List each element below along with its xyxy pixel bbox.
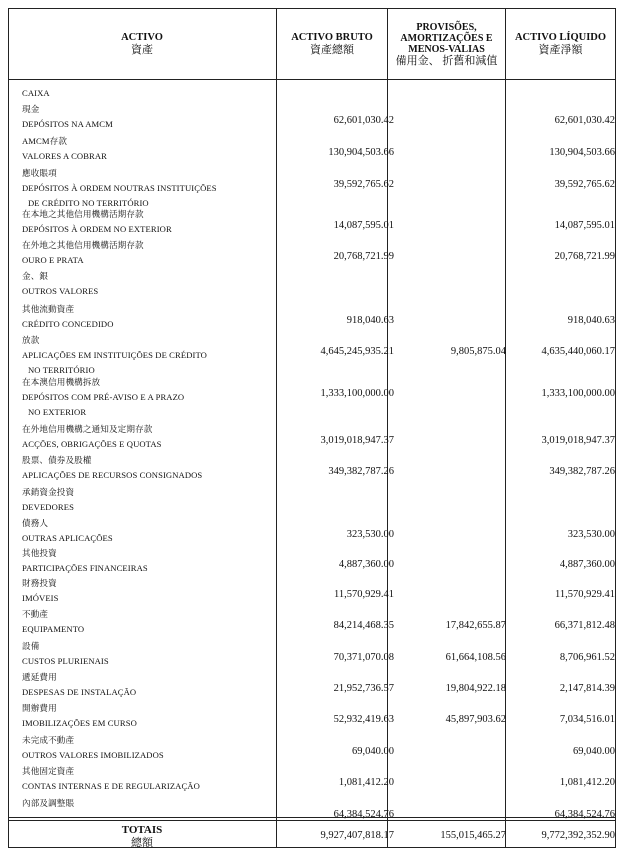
row-label: CONTAS INTERNAS E DE REGULARIZAÇÃO bbox=[22, 781, 200, 791]
activo-bruto-value: 64,384,524.76 bbox=[333, 809, 394, 820]
activo-liquido-value: 64,384,524.76 bbox=[554, 809, 615, 820]
row-label: 設備 bbox=[22, 641, 40, 651]
header-activo-bruto bbox=[277, 9, 387, 79]
activo-bruto-value: 130,904,503.66 bbox=[328, 147, 394, 158]
activo-bruto-value: 11,570,929.41 bbox=[334, 589, 394, 600]
row-label: OUTROS VALORES bbox=[22, 286, 99, 296]
row-label: 其他固定資產 bbox=[22, 766, 75, 776]
activo-bruto-value: 4,887,360.00 bbox=[338, 559, 394, 570]
row-label: OUTROS VALORES IMOBILIZADOS bbox=[22, 750, 164, 760]
activo-liquido-value: 323,530.00 bbox=[567, 529, 615, 540]
header-activo bbox=[8, 9, 276, 79]
row-label: 在本地之其他信用機構活期存款 bbox=[22, 209, 144, 219]
activo-liquido-value: 349,382,787.26 bbox=[549, 466, 615, 477]
row-label: NO EXTERIOR bbox=[28, 407, 87, 417]
activo-bruto-value: 39,592,765.62 bbox=[333, 179, 394, 190]
row-label: 金、銀 bbox=[22, 271, 49, 281]
activo-bruto-value: 323,530.00 bbox=[346, 529, 394, 540]
row-label: DEPÓSITOS NA AMCM bbox=[22, 119, 113, 129]
column-divider bbox=[276, 8, 277, 848]
row-label: DE CRÉDITO NO TERRITÓRIO bbox=[28, 198, 149, 208]
row-label: 不動產 bbox=[22, 609, 49, 619]
provisoes-value: 9,805,875.04 bbox=[450, 346, 506, 357]
activo-bruto-value: 1,333,100,000.00 bbox=[320, 388, 394, 399]
header-activo-pt: ACTIVO bbox=[121, 32, 163, 43]
provisoes-value: 19,804,922.18 bbox=[445, 683, 506, 694]
row-label: CUSTOS PLURIENAIS bbox=[22, 656, 109, 666]
header-activo-liquido-pt: ACTIVO LÍQUIDO bbox=[514, 32, 607, 43]
provisoes-value: 45,897,903.62 bbox=[445, 714, 506, 725]
header-activo-liquido-zh: 資產淨額 bbox=[538, 44, 583, 56]
row-label: OURO E PRATA bbox=[22, 255, 84, 265]
activo-bruto-value: 20,768,721.99 bbox=[333, 251, 394, 262]
row-label: 未完成不動產 bbox=[22, 735, 75, 745]
activo-bruto-value: 3,019,018,947.37 bbox=[320, 435, 394, 446]
row-label: DEPÓSITOS COM PRÉ-AVISO E A PRAZO bbox=[22, 392, 185, 402]
row-label: CRÉDITO CONCEDIDO bbox=[22, 319, 114, 329]
activo-liquido-value: 11,570,929.41 bbox=[555, 589, 615, 600]
activo-bruto-value: 349,382,787.26 bbox=[328, 466, 394, 477]
row-label: PARTICIPAÇÕES FINANCEIRAS bbox=[22, 563, 148, 573]
total-activo-liquido: 9,772,392,352.90 bbox=[541, 830, 615, 841]
row-label: CAIXA bbox=[22, 88, 50, 98]
activo-bruto-value: 52,932,419.63 bbox=[333, 714, 394, 725]
row-label: 現金 bbox=[22, 104, 40, 114]
activo-bruto-value: 1,081,412.20 bbox=[338, 777, 394, 788]
activo-liquido-value: 39,592,765.62 bbox=[554, 179, 615, 190]
activo-bruto-value: 4,645,245,935.21 bbox=[320, 346, 394, 357]
activo-liquido-value: 1,081,412.20 bbox=[559, 777, 615, 788]
provisoes-value: 61,664,108.56 bbox=[445, 652, 506, 663]
activo-liquido-value: 66,371,812.48 bbox=[554, 620, 615, 631]
activo-liquido-value: 62,601,030.42 bbox=[554, 115, 615, 126]
activo-liquido-value: 4,887,360.00 bbox=[559, 559, 615, 570]
header-provisoes-line1: PROVISÕES, bbox=[416, 21, 477, 33]
total-activo-bruto: 9,927,407,818.17 bbox=[320, 830, 394, 841]
header-divider bbox=[8, 79, 616, 80]
row-label: 在本澳信用機構拆放 bbox=[22, 377, 101, 387]
row-label: APLICAÇÕES EM INSTITUIÇÕES DE CRÉDITO bbox=[22, 350, 207, 360]
header-provisoes bbox=[388, 9, 505, 79]
row-label: 應收賬項 bbox=[22, 168, 57, 178]
header-provisoes-zh: 備用金、 折舊和減值 bbox=[395, 54, 498, 67]
activo-liquido-value: 4,635,440,060.17 bbox=[541, 346, 615, 357]
activo-liquido-value: 14,087,595.01 bbox=[554, 220, 615, 231]
row-label: 內部及調整賬 bbox=[22, 798, 75, 808]
provisoes-value: 17,842,655.87 bbox=[445, 620, 506, 631]
row-label: 承銷資金投資 bbox=[22, 487, 75, 497]
row-label: 債務人 bbox=[22, 518, 49, 528]
activo-liquido-value: 8,706,961.52 bbox=[559, 652, 615, 663]
row-label: DEPÓSITOS À ORDEM NOUTRAS INSTITUIÇÕES bbox=[22, 183, 217, 193]
activo-liquido-value: 69,040.00 bbox=[573, 746, 615, 757]
row-label: 財務投資 bbox=[22, 578, 57, 588]
row-label: APLICAÇÕES DE RECURSOS CONSIGNADOS bbox=[22, 470, 203, 480]
header-provisoes-line3: MENOS-VALIAS bbox=[408, 43, 485, 55]
activo-liquido-value: 7,034,516.01 bbox=[559, 714, 615, 725]
activo-liquido-value: 1,333,100,000.00 bbox=[541, 388, 615, 399]
row-label: 在外地之其他信用機構活期存款 bbox=[22, 240, 144, 250]
total-provisoes: 155,015,465.27 bbox=[440, 830, 506, 841]
header-activo-bruto-zh: 資產總額 bbox=[310, 44, 354, 56]
row-label: DEPÓSITOS À ORDEM NO EXTERIOR bbox=[22, 224, 172, 234]
activo-liquido-value: 918,040.63 bbox=[567, 315, 615, 326]
row-label: IMÓVEIS bbox=[22, 593, 59, 603]
row-label: 其他投資 bbox=[22, 548, 57, 558]
activo-bruto-value: 21,952,736.57 bbox=[333, 683, 394, 694]
totals-label-pt: TOTAIS bbox=[121, 824, 163, 836]
row-label: AMCM存款 bbox=[22, 136, 68, 146]
totals-label-zh: 總額 bbox=[131, 837, 153, 849]
totals-divider bbox=[8, 817, 616, 821]
row-label: EQUIPAMENTO bbox=[22, 624, 85, 634]
row-label: VALORES A COBRAR bbox=[22, 151, 108, 161]
row-label: 遞延費用 bbox=[22, 672, 57, 682]
header-activo-zh: 資產 bbox=[131, 44, 153, 56]
activo-liquido-value: 2,147,814.39 bbox=[559, 683, 615, 694]
activo-bruto-value: 69,040.00 bbox=[352, 746, 394, 757]
row-label: DESPESAS DE INSTALAÇÃO bbox=[22, 687, 137, 697]
totals-label bbox=[8, 824, 276, 850]
activo-bruto-value: 70,371,070.08 bbox=[333, 652, 394, 663]
row-label: ACÇÕES, OBRIGAÇÕES E QUOTAS bbox=[22, 439, 162, 449]
row-label: NO TERRITÓRIO bbox=[28, 365, 95, 375]
activo-bruto-value: 14,087,595.01 bbox=[333, 220, 394, 231]
header-activo-liquido bbox=[506, 9, 615, 79]
activo-bruto-value: 62,601,030.42 bbox=[333, 115, 394, 126]
row-label: 開辦費用 bbox=[22, 703, 57, 713]
activo-liquido-value: 3,019,018,947.37 bbox=[541, 435, 615, 446]
row-label: 股票、債券及股權 bbox=[22, 455, 92, 465]
row-label: IMOBILIZAÇÕES EM CURSO bbox=[22, 718, 137, 728]
row-label: 放款 bbox=[22, 335, 40, 345]
activo-liquido-value: 130,904,503.66 bbox=[549, 147, 615, 158]
row-label: OUTRAS APLICAÇÕES bbox=[22, 533, 113, 543]
header-provisoes-line2: AMORTIZAÇÕES E bbox=[400, 32, 493, 44]
activo-bruto-value: 918,040.63 bbox=[346, 315, 394, 326]
activo-bruto-value: 84,214,468.35 bbox=[333, 620, 394, 631]
row-label: 其他流動資產 bbox=[22, 304, 75, 314]
header-activo-bruto-pt: ACTIVO BRUTO bbox=[291, 32, 373, 43]
row-label: DEVEDORES bbox=[22, 502, 74, 512]
activo-liquido-value: 20,768,721.99 bbox=[554, 251, 615, 262]
row-label: 在外地信用機構之通知及定期存款 bbox=[22, 424, 153, 434]
